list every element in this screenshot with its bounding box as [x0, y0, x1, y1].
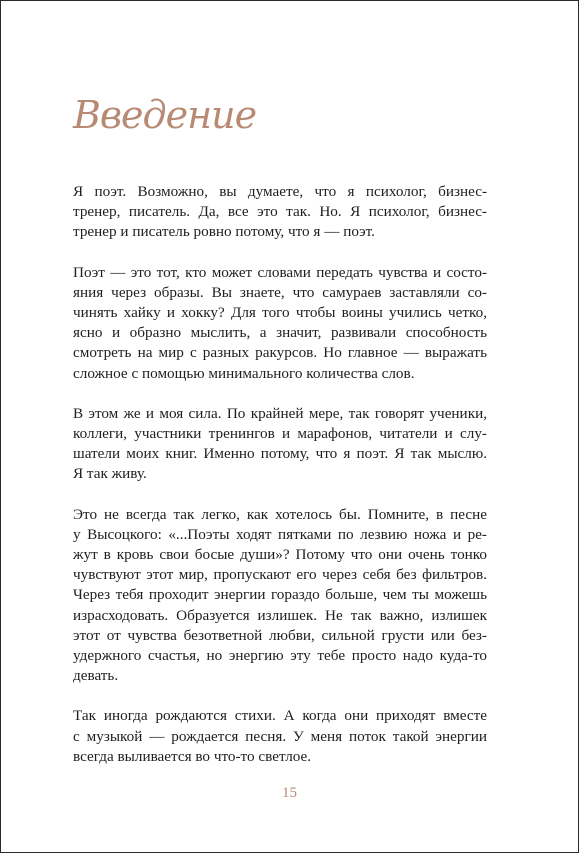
text-line: у Высоцкого: «...Поэты ходят пятками по лезвию ножа и ре- — [73, 525, 487, 543]
text-line: чувствуют этот мир, пропускают его через себя без фильтров. — [73, 566, 487, 584]
chapter-title: Введение — [73, 93, 257, 137]
text-line: сложное с помощью минимального количества слов. — [73, 364, 415, 382]
paragraph — [73, 404, 487, 485]
text-line: с музыкой — рождается песня. У меня поток такой энергии — [73, 727, 487, 745]
text-line: смотреть на мир с разных ракурсов. Но главное — выражать — [73, 344, 487, 362]
chapter-body — [73, 182, 487, 787]
text-line: тренер и писатель ровно потому, что я — поэт. — [73, 223, 375, 241]
text-line: Через тебя проходит энергии гораздо больше, чем ты можешь — [73, 586, 487, 604]
text-line: коллеги, участники тренингов и марафонов, читатели и слу- — [73, 425, 487, 443]
paragraph — [73, 706, 487, 767]
text-line: тренер, писатель. Да, все это так. Но. Я психолог, бизнес- — [73, 203, 487, 221]
text-line: ясно и образно мыслить, а значит, развивали способность — [73, 324, 487, 342]
text-line: этот от чувства безответной любви, сильной грусти или без- — [73, 626, 487, 644]
text-line: всегда выливается во что-то светлое. — [73, 747, 312, 765]
text-line: девать. — [73, 667, 119, 685]
text-line: жут в кровь свои босые души»? Потому что они очень тонко — [73, 546, 487, 564]
text-line: яния через образы. Вы знаете, что самураев заставляли со- — [73, 283, 487, 301]
paragraph — [73, 263, 487, 384]
text-line: шатели моих книг. Именно потому, что я поэт. Я так мыслю. — [73, 445, 487, 463]
paragraph — [73, 505, 487, 687]
text-line: израсходовать. Образуется излишек. Не так важно, излишек — [73, 606, 487, 624]
page-number: 15 — [282, 785, 297, 801]
paragraph — [73, 182, 487, 243]
text-line: Я так живу. — [73, 465, 147, 483]
text-line: Поэт — это тот, кто может словами передать чувства и состо- — [73, 263, 487, 281]
text-line: Это не всегда так легко, как хотелось бы. Помните, в песне — [73, 505, 487, 523]
text-line: Так иногда рождаются стихи. А когда они приходят вместе — [73, 707, 487, 725]
text-line: В этом же и моя сила. По крайней мере, так говорят ученики, — [73, 404, 487, 422]
text-line: Я поэт. Возможно, вы думаете, что я психолог, бизнес- — [73, 183, 487, 200]
text-line: удержного счастья, но энергию эту тебе просто надо куда-то — [73, 647, 487, 665]
text-line: чинять хайку и хокку? Для того чтобы воины учились четко, — [73, 304, 487, 322]
